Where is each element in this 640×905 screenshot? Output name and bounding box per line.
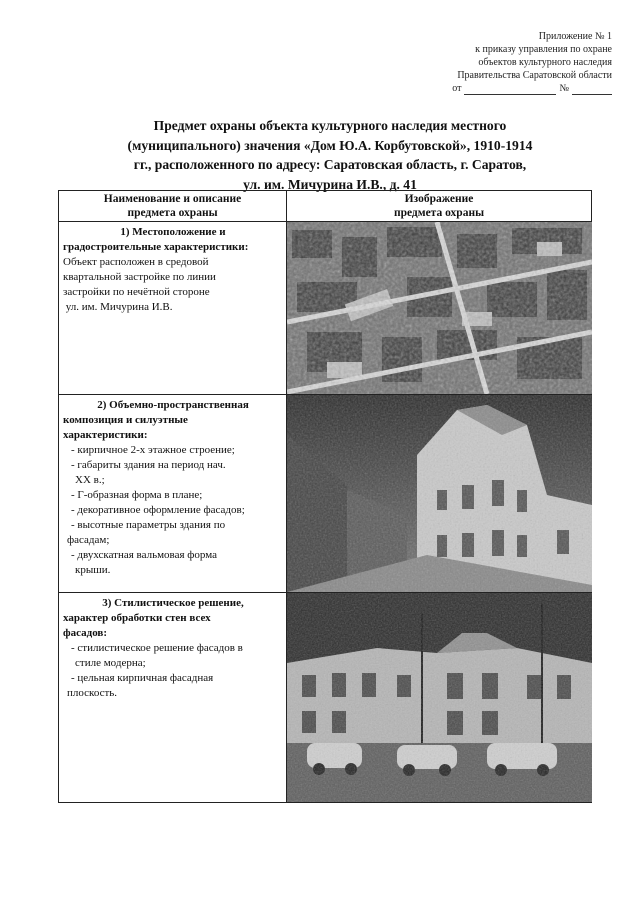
row-2-description [59, 395, 287, 593]
row-2-title-line-1: 2) Объемно-пространственная [97, 399, 249, 411]
number-blank [572, 84, 612, 95]
date-prefix: от [452, 83, 462, 94]
appendix-line-4: Правительства Саратовской области [457, 70, 612, 81]
table-row [59, 395, 592, 593]
title-line-1: Предмет охраны объекта культурного наследия местного [153, 118, 507, 133]
row-2-title-line-2: композиция и силуэтные [63, 414, 188, 426]
header-image-line-1: Изображение [404, 193, 474, 205]
row-2-item-9: крыши. [75, 564, 111, 576]
row-2-item-5: - декоративное оформление фасадов; [71, 504, 245, 516]
row-3-item-1: - стилистическое решение фасадов в [71, 642, 243, 654]
row-1-text-1: Объект расположен в средовой [63, 256, 209, 268]
row-1-description [59, 222, 287, 395]
row-2-item-6: - высотные параметры здания по [71, 519, 226, 531]
aerial-map-photo [287, 222, 592, 394]
row-1-title-line-1: 1) Местоположение и [120, 226, 226, 238]
protection-subject-table [58, 190, 592, 803]
row-2-title-line-3: характеристики: [63, 429, 148, 441]
row-2-item-3: ХХ в.; [75, 474, 105, 486]
row-1-text-3: застройки по нечётной стороне [63, 286, 210, 298]
facade-photo [287, 593, 592, 802]
appendix-line-3: объектов культурного наследия [478, 57, 612, 68]
header-image [287, 191, 592, 222]
row-2-image-cell [287, 395, 592, 593]
row-1-text-4: ул. им. Мичурина И.В. [63, 301, 173, 313]
number-prefix: № [559, 83, 569, 94]
appendix-line-1: Приложение № 1 [538, 31, 612, 42]
row-3-item-4: плоскость. [67, 687, 118, 699]
street-view-photo [287, 395, 592, 592]
appendix-date-line [400, 82, 612, 95]
row-2-item-7: фасадам; [67, 534, 110, 546]
header-description-line-1: Наименование и описание [103, 193, 242, 205]
row-2-item-8: - двухскатная вальмовая форма [71, 549, 218, 561]
row-3-title-line-2: характер обработки стен всех [63, 612, 211, 624]
title-line-2: (муниципального) значения «Дом Ю.А. Корбутовской», 1910-1914 [127, 137, 533, 153]
row-3-title-line-1: 3) Стилистическое решение, [102, 597, 244, 609]
row-1-title-line-2: градостроительные характеристики: [63, 241, 249, 253]
table-row [59, 593, 592, 803]
header-description-line-2: предмета охраны [127, 207, 218, 219]
header-description [59, 191, 287, 222]
row-1-image-cell [287, 222, 592, 395]
table-row [59, 222, 592, 395]
row-2-item-1: - кирпичное 2-х этажное строение; [71, 444, 235, 456]
date-blank [464, 84, 556, 95]
title-line-4: ул. им. Мичурина И.В., д. 41 [243, 176, 417, 192]
title-line-3: гг., расположенного по адресу: Саратовская область, г. Саратов, [133, 157, 527, 172]
header-image-line-2: предмета охраны [393, 207, 485, 219]
row-3-image-cell [287, 593, 592, 803]
row-3-item-2: стиле модерна; [75, 657, 146, 669]
document-title [50, 116, 610, 194]
appendix-block [400, 30, 612, 95]
row-3-title-line-3: фасадов: [63, 627, 108, 639]
table-header-row [59, 191, 592, 222]
appendix-line-2: к приказу управления по охране [475, 44, 612, 55]
row-1-text-2: квартальной застройке по линии [63, 271, 216, 283]
row-2-item-4: - Г-образная форма в плане; [71, 489, 203, 501]
row-3-item-3: - цельная кирпичная фасадная [71, 672, 214, 684]
row-2-item-2: - габариты здания на период нач. [71, 459, 226, 471]
row-3-description [59, 593, 287, 803]
